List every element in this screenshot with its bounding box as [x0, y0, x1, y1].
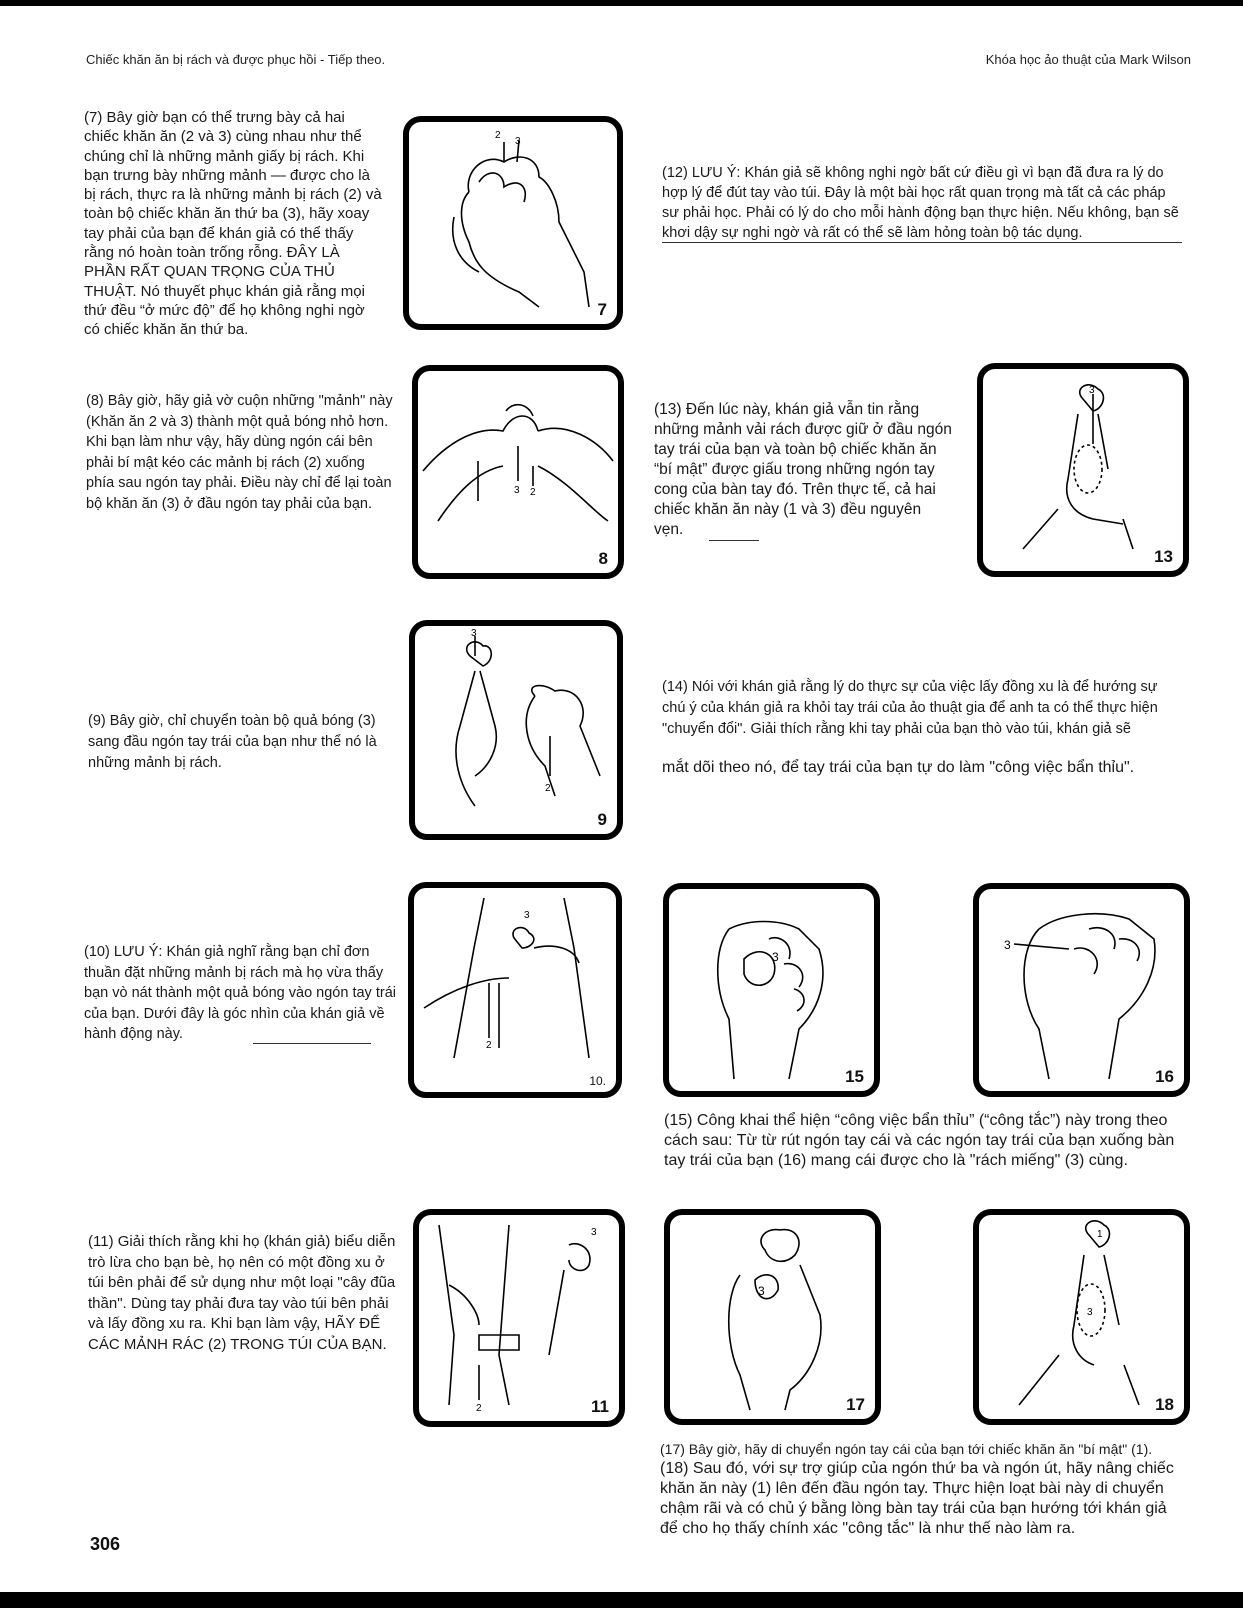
- svg-text:3: 3: [591, 1227, 597, 1238]
- figure-number: 9: [597, 810, 607, 829]
- hands-illustration: [415, 626, 617, 834]
- short-rule: [709, 540, 759, 541]
- figure-10: [408, 882, 622, 1098]
- hand-illustration: [979, 1215, 1184, 1419]
- step-15-text: (15) Công khai thể hiện “công việc bẩn thỉu” (“công tắc”) này trong theo cách sau: Từ từ rút ngón tay cái và các ngón tay trái của bạn xuống bàn tay trái của bạn (16) mang cái được cho là "rách miếng" (3) cùng.: [664, 1112, 1175, 1169]
- figure-number: 15: [845, 1067, 864, 1086]
- svg-text:3: 3: [524, 910, 530, 921]
- step-9-text: (9) Bây giờ, chỉ chuyển toàn bộ quả bóng (3) sang đầu ngón tay trái của bạn như thể nó là những mảnh bị rách.: [88, 713, 377, 771]
- figure-13: [977, 363, 1189, 577]
- fist-illustration: [669, 889, 874, 1091]
- step-17-text: (17) Bây giờ, hãy di chuyển ngón tay cái của bạn tới chiếc khăn ăn "bí mật" (1).: [660, 1441, 1153, 1457]
- step-7-text: (7) Bây giờ bạn có thể trưng bày cả hai chiếc khăn ăn (2 và 3) cùng nhau như thể chúng chỉ là những mảnh giấy bị rách. Khi bạn trưng bày những mảnh — được cho là bị rách, thực ra là những mảnh bị rách (2) và toàn bộ chiếc khăn ăn thứ ba (3), hãy xoay tay phải của bạn để khán giả có thể thấy rằng nó hoàn toàn trống rỗng. ĐÂY LÀ PHẦN RẤT QUAN TRỌNG CỦA THỦ THUẬT. Nó thuyết phục khán giả rằng mọi thứ đều “ở mức độ” để họ không nghi ngờ có chiếc khăn ăn thứ ba.: [84, 109, 382, 339]
- figure-8: [412, 365, 624, 579]
- step-18-text: (18) Sau đó, với sự trợ giúp của ngón thứ ba và ngón út, hãy nâng chiếc khăn ăn này (1) lên đến đầu ngón tay. Thực hiện loạt bài này di chuyển chậm rãi và có chủ ý bằng lòng bàn tay trái của bạn hướng tới khán giả để cho họ thấy chính xác "công tắc" là như thế nào làm ra.: [660, 1460, 1174, 1537]
- figure-number: 7: [597, 300, 607, 319]
- top-border: [0, 0, 1243, 6]
- bottom-border: [0, 1592, 1243, 1608]
- svg-text:3: 3: [471, 628, 477, 639]
- figure-number: 16: [1155, 1067, 1174, 1086]
- audience-view-illustration: [414, 888, 616, 1092]
- figure-number: 13: [1154, 547, 1173, 566]
- svg-text:2: 2: [486, 1040, 492, 1051]
- running-header-left: Chiếc khăn ăn bị rách và được phục hồi - Tiếp theo.: [86, 52, 386, 67]
- pocket-illustration: [419, 1215, 619, 1421]
- label-3: 3: [515, 136, 521, 147]
- svg-text:3: 3: [1004, 938, 1011, 952]
- step-12-text: (12) LƯU Ý: Khán giả sẽ không nghi ngờ bất cứ điều gì vì bạn đã đưa ra lý do hợp lý để đút tay vào túi. Đây là một bài học rất quan trọng mà tất cả các pháp sư phải học. Phải có lý do cho mỗi hành động bạn thực hiện. Nếu không, bạn sẽ khơi dậy sự nghi ngờ và rất có thể sẽ làm hỏng toàn bộ tác dụng.: [662, 165, 1179, 241]
- step-11-text: (11) Giải thích rằng khi họ (khán giả) biểu diễn trò lừa cho bạn bè, họ nên có một đồng xu ở túi bên phải để sử dụng như một loại "cây đũa thần". Dùng tay phải đưa tay vào túi bên phải và lấy đồng xu ra. Khi bạn làm vậy, HÃY ĐỂ CÁC MẢNH RÁC (2) TRONG TÚI CỦA BẠN.: [88, 1233, 396, 1353]
- hand-illustration: [670, 1215, 875, 1419]
- figure-number: 10.: [589, 1074, 606, 1088]
- hands-illustration: [418, 371, 618, 573]
- figure-7: [403, 116, 623, 330]
- step-13-text: (13) Đến lúc này, khán giả vẫn tin rằng những mảnh vải rách được giữ ở đầu ngón tay trái của bạn và toàn bộ chiếc khăn ăn “bí mật” được giấu trong những ngón tay cong của bàn tay đó. Trên thực tế, cả hai chiếc khăn ăn này (1 và 3) đều nguyên vẹn.: [654, 401, 952, 538]
- svg-text:1: 1: [1097, 1229, 1103, 1240]
- label-2: 2: [495, 130, 501, 141]
- svg-text:3: 3: [1089, 385, 1095, 396]
- figure-11: [413, 1209, 625, 1427]
- step-8-text: (8) Bây giờ, hãy giả vờ cuộn những "mảnh" này (Khăn ăn 2 và 3) thành một quả bóng nhỏ hơn. Khi bạn làm như vậy, hãy dùng ngón cái bên phải bí mật kéo các mảnh bị rách (2) xuống phía sau ngón tay phải. Điều này chỉ để lại toàn bộ khăn ăn (3) ở đầu ngón tay phải của bạn.: [86, 393, 393, 512]
- step-14-continued: mắt dõi theo nó, để tay trái của bạn tự do làm "công việc bẩn thỉu".: [662, 759, 1135, 776]
- step-14-text: (14) Nói với khán giả rằng lý do thực sự của việc lấy đồng xu là để hướng sự chú ý của khán giả ra khỏi tay trái của ảo thuật gia để anh ta có thể thực hiện "chuyển đổi". Giải thích rằng khi tay phải của bạn thò vào túi, khán giả sẽ: [662, 679, 1158, 737]
- fist-illustration: [979, 889, 1184, 1091]
- svg-text:2: 2: [530, 487, 536, 498]
- running-header-right: Khóa học ảo thuật của Mark Wilson: [985, 52, 1191, 67]
- figure-number: 11: [591, 1397, 609, 1416]
- figure-number: 17: [846, 1395, 865, 1414]
- figure-9: [409, 620, 623, 840]
- figure-18: [973, 1209, 1190, 1425]
- figure-16: [973, 883, 1190, 1097]
- hand-illustration: [409, 122, 617, 324]
- underline-rule: [662, 242, 1182, 243]
- svg-text:2: 2: [545, 783, 551, 794]
- figure-17: [664, 1209, 881, 1425]
- underline-rule: [253, 1043, 371, 1044]
- svg-text:3: 3: [1087, 1307, 1093, 1318]
- figure-number: 18: [1155, 1395, 1174, 1414]
- figure-15: [663, 883, 880, 1097]
- svg-text:3: 3: [758, 1284, 765, 1298]
- figure-number: 8: [598, 549, 608, 568]
- page-number: 306: [90, 1534, 121, 1554]
- step-10-text: (10) LƯU Ý: Khán giả nghĩ rằng bạn chỉ đơn thuần đặt những mảnh bị rách mà họ vừa thấy bạn vò nát thành một quả bóng vào ngón tay trái của bạn. Dưới đây là góc nhìn của khán giả về hành động này.: [84, 944, 396, 1042]
- hand-illustration: [983, 369, 1183, 571]
- svg-text:3: 3: [772, 950, 779, 964]
- svg-text:2: 2: [476, 1403, 482, 1414]
- svg-text:3: 3: [514, 485, 520, 496]
